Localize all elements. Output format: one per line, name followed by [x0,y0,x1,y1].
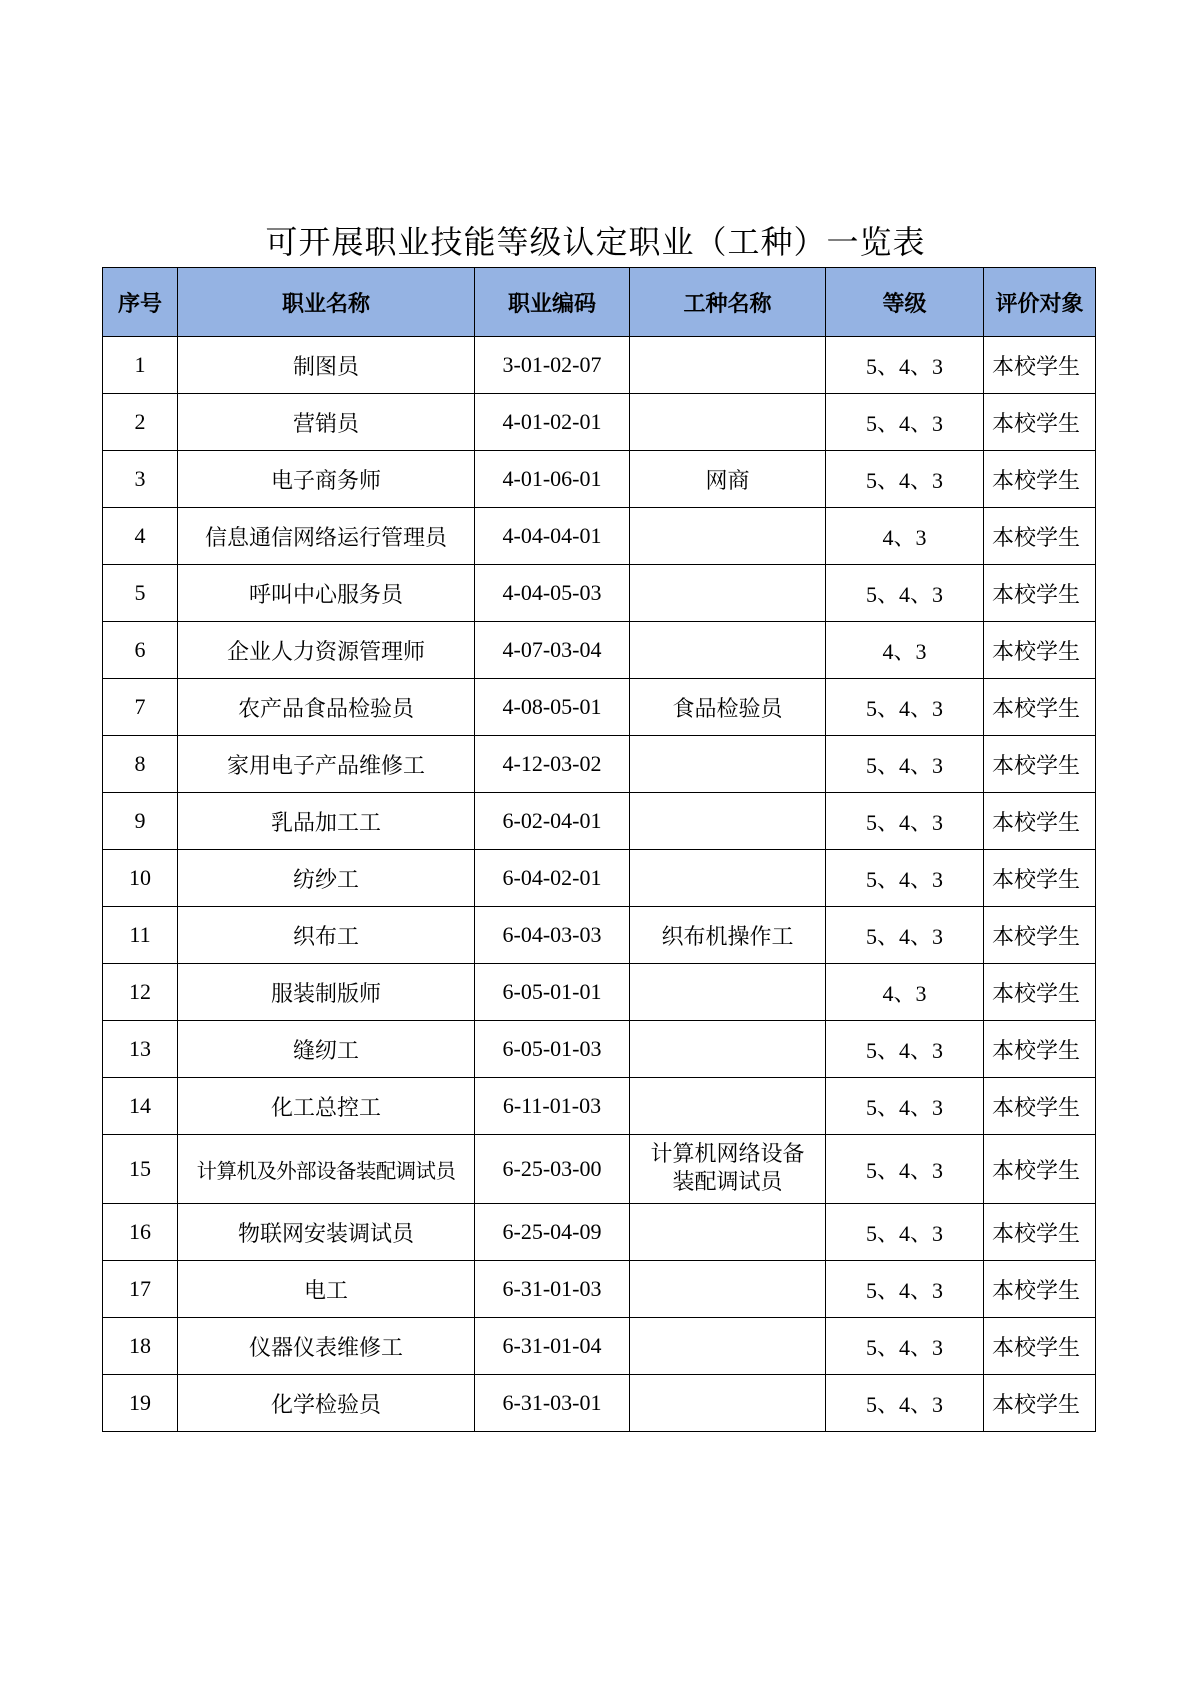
row-index: 18 [103,1318,178,1375]
occupation-name: 家用电子产品维修工 [178,736,475,793]
occupation-code: 4-12-03-02 [475,736,630,793]
occupation-code: 4-01-02-01 [475,394,630,451]
occupation-code: 4-04-05-03 [475,565,630,622]
table-row [103,394,1096,451]
certification-level: 5、4、3 [826,1078,984,1135]
evaluation-target: 本校学生 [984,679,1096,736]
evaluation-target: 本校学生 [984,1375,1096,1432]
occupation-code: 4-07-03-04 [475,622,630,679]
job-type-name [630,850,826,907]
table-row [103,1021,1096,1078]
occupation-code: 4-01-06-01 [475,451,630,508]
job-type-name [630,793,826,850]
job-type-name [630,622,826,679]
certification-level: 5、4、3 [826,1375,984,1432]
table-header [103,268,1096,337]
occupation-code: 6-04-02-01 [475,850,630,907]
certification-level: 4、3 [826,508,984,565]
row-index: 17 [103,1261,178,1318]
table-row [103,1135,1096,1204]
table-row [103,1375,1096,1432]
occupation-code: 6-05-01-03 [475,1021,630,1078]
job-type-name [630,565,826,622]
occupation-code: 4-08-05-01 [475,679,630,736]
row-index: 14 [103,1078,178,1135]
occupation-name: 织布工 [178,907,475,964]
table-row [103,565,1096,622]
table-row [103,337,1096,394]
job-type-name [630,508,826,565]
job-type-name: 食品检验员 [630,679,826,736]
occupation-name: 呼叫中心服务员 [178,565,475,622]
table-row [103,964,1096,1021]
evaluation-target: 本校学生 [984,1318,1096,1375]
job-type-name [630,1204,826,1261]
row-index: 8 [103,736,178,793]
occupation-name: 缝纫工 [178,1021,475,1078]
evaluation-target: 本校学生 [984,394,1096,451]
occupation-name: 制图员 [178,337,475,394]
job-type-name: 织布机操作工 [630,907,826,964]
row-index: 12 [103,964,178,1021]
occupation-name: 化学检验员 [178,1375,475,1432]
occupation-name: 电工 [178,1261,475,1318]
row-index: 11 [103,907,178,964]
certification-level: 5、4、3 [826,736,984,793]
evaluation-target: 本校学生 [984,1204,1096,1261]
job-type-name [630,337,826,394]
row-index: 10 [103,850,178,907]
row-index: 16 [103,1204,178,1261]
evaluation-target: 本校学生 [984,565,1096,622]
table-row [103,907,1096,964]
occupation-code: 6-02-04-01 [475,793,630,850]
row-index: 4 [103,508,178,565]
table-row [103,793,1096,850]
table-row [103,736,1096,793]
certification-level: 5、4、3 [826,1021,984,1078]
row-index: 13 [103,1021,178,1078]
occupation-code: 3-01-02-07 [475,337,630,394]
certification-level: 5、4、3 [826,907,984,964]
certification-level: 5、4、3 [826,1135,984,1204]
row-index: 15 [103,1135,178,1204]
header-level: 等级 [826,268,984,337]
table-row [103,1204,1096,1261]
occupation-code: 6-05-01-01 [475,964,630,1021]
header-index: 序号 [103,268,178,337]
header-target: 评价对象 [984,268,1096,337]
occupation-name: 服装制版师 [178,964,475,1021]
occupation-name: 计算机及外部设备装配调试员 [178,1135,475,1204]
evaluation-target: 本校学生 [984,907,1096,964]
table-row [103,1318,1096,1375]
table-row [103,622,1096,679]
occupation-name: 信息通信网络运行管理员 [178,508,475,565]
certification-level: 4、3 [826,622,984,679]
row-index: 2 [103,394,178,451]
occupation-name: 农产品食品检验员 [178,679,475,736]
certification-level: 5、4、3 [826,451,984,508]
occupation-name: 电子商务师 [178,451,475,508]
occupation-code: 6-11-01-03 [475,1078,630,1135]
certification-level: 5、4、3 [826,679,984,736]
certification-level: 5、4、3 [826,394,984,451]
job-type-name [630,964,826,1021]
occupation-name: 仪器仪表维修工 [178,1318,475,1375]
job-type-name [630,736,826,793]
row-index: 19 [103,1375,178,1432]
certification-level: 5、4、3 [826,1261,984,1318]
certification-level: 4、3 [826,964,984,1021]
header-occupation-name: 职业名称 [178,268,475,337]
document-title: 可开展职业技能等级认定职业（工种）一览表 [265,223,926,261]
occupation-name: 物联网安装调试员 [178,1204,475,1261]
row-index: 7 [103,679,178,736]
certification-level: 5、4、3 [826,1204,984,1261]
occupation-code: 6-25-04-09 [475,1204,630,1261]
occupation-name: 营销员 [178,394,475,451]
occupation-code: 6-31-01-04 [475,1318,630,1375]
certification-level: 5、4、3 [826,850,984,907]
table-row [103,1261,1096,1318]
evaluation-target: 本校学生 [984,793,1096,850]
evaluation-target: 本校学生 [984,1078,1096,1135]
occupation-name: 化工总控工 [178,1078,475,1135]
evaluation-target: 本校学生 [984,337,1096,394]
table-body [103,337,1096,1432]
occupation-code: 6-31-01-03 [475,1261,630,1318]
job-type-name [630,1318,826,1375]
certification-level: 5、4、3 [826,565,984,622]
row-index: 3 [103,451,178,508]
occupation-code: 6-04-03-03 [475,907,630,964]
header-occupation-code: 职业编码 [475,268,630,337]
certification-level: 5、4、3 [826,337,984,394]
evaluation-target: 本校学生 [984,736,1096,793]
row-index: 9 [103,793,178,850]
job-type-name: 网商 [630,451,826,508]
row-index: 1 [103,337,178,394]
evaluation-target: 本校学生 [984,1021,1096,1078]
job-type-name [630,1375,826,1432]
evaluation-target: 本校学生 [984,622,1096,679]
occupation-code: 6-31-03-01 [475,1375,630,1432]
occupation-table [102,267,1096,1432]
evaluation-target: 本校学生 [984,1135,1096,1204]
occupation-name: 乳品加工工 [178,793,475,850]
job-type-name [630,1261,826,1318]
row-index: 6 [103,622,178,679]
occupation-name: 纺纱工 [178,850,475,907]
occupation-name: 企业人力资源管理师 [178,622,475,679]
evaluation-target: 本校学生 [984,1261,1096,1318]
evaluation-target: 本校学生 [984,850,1096,907]
header-row [103,268,1096,337]
table-row [103,1078,1096,1135]
evaluation-target: 本校学生 [984,964,1096,1021]
table-row [103,679,1096,736]
evaluation-target: 本校学生 [984,508,1096,565]
job-type-name [630,1021,826,1078]
certification-level: 5、4、3 [826,1318,984,1375]
job-type-name [630,1078,826,1135]
certification-level: 5、4、3 [826,793,984,850]
row-index: 5 [103,565,178,622]
job-type-name: 计算机网络设备 装配调试员 [630,1135,826,1204]
table-row [103,850,1096,907]
job-type-name [630,394,826,451]
evaluation-target: 本校学生 [984,451,1096,508]
table-row [103,508,1096,565]
table-row [103,451,1096,508]
occupation-code: 6-25-03-00 [475,1135,630,1204]
header-job-type: 工种名称 [630,268,826,337]
occupation-code: 4-04-04-01 [475,508,630,565]
